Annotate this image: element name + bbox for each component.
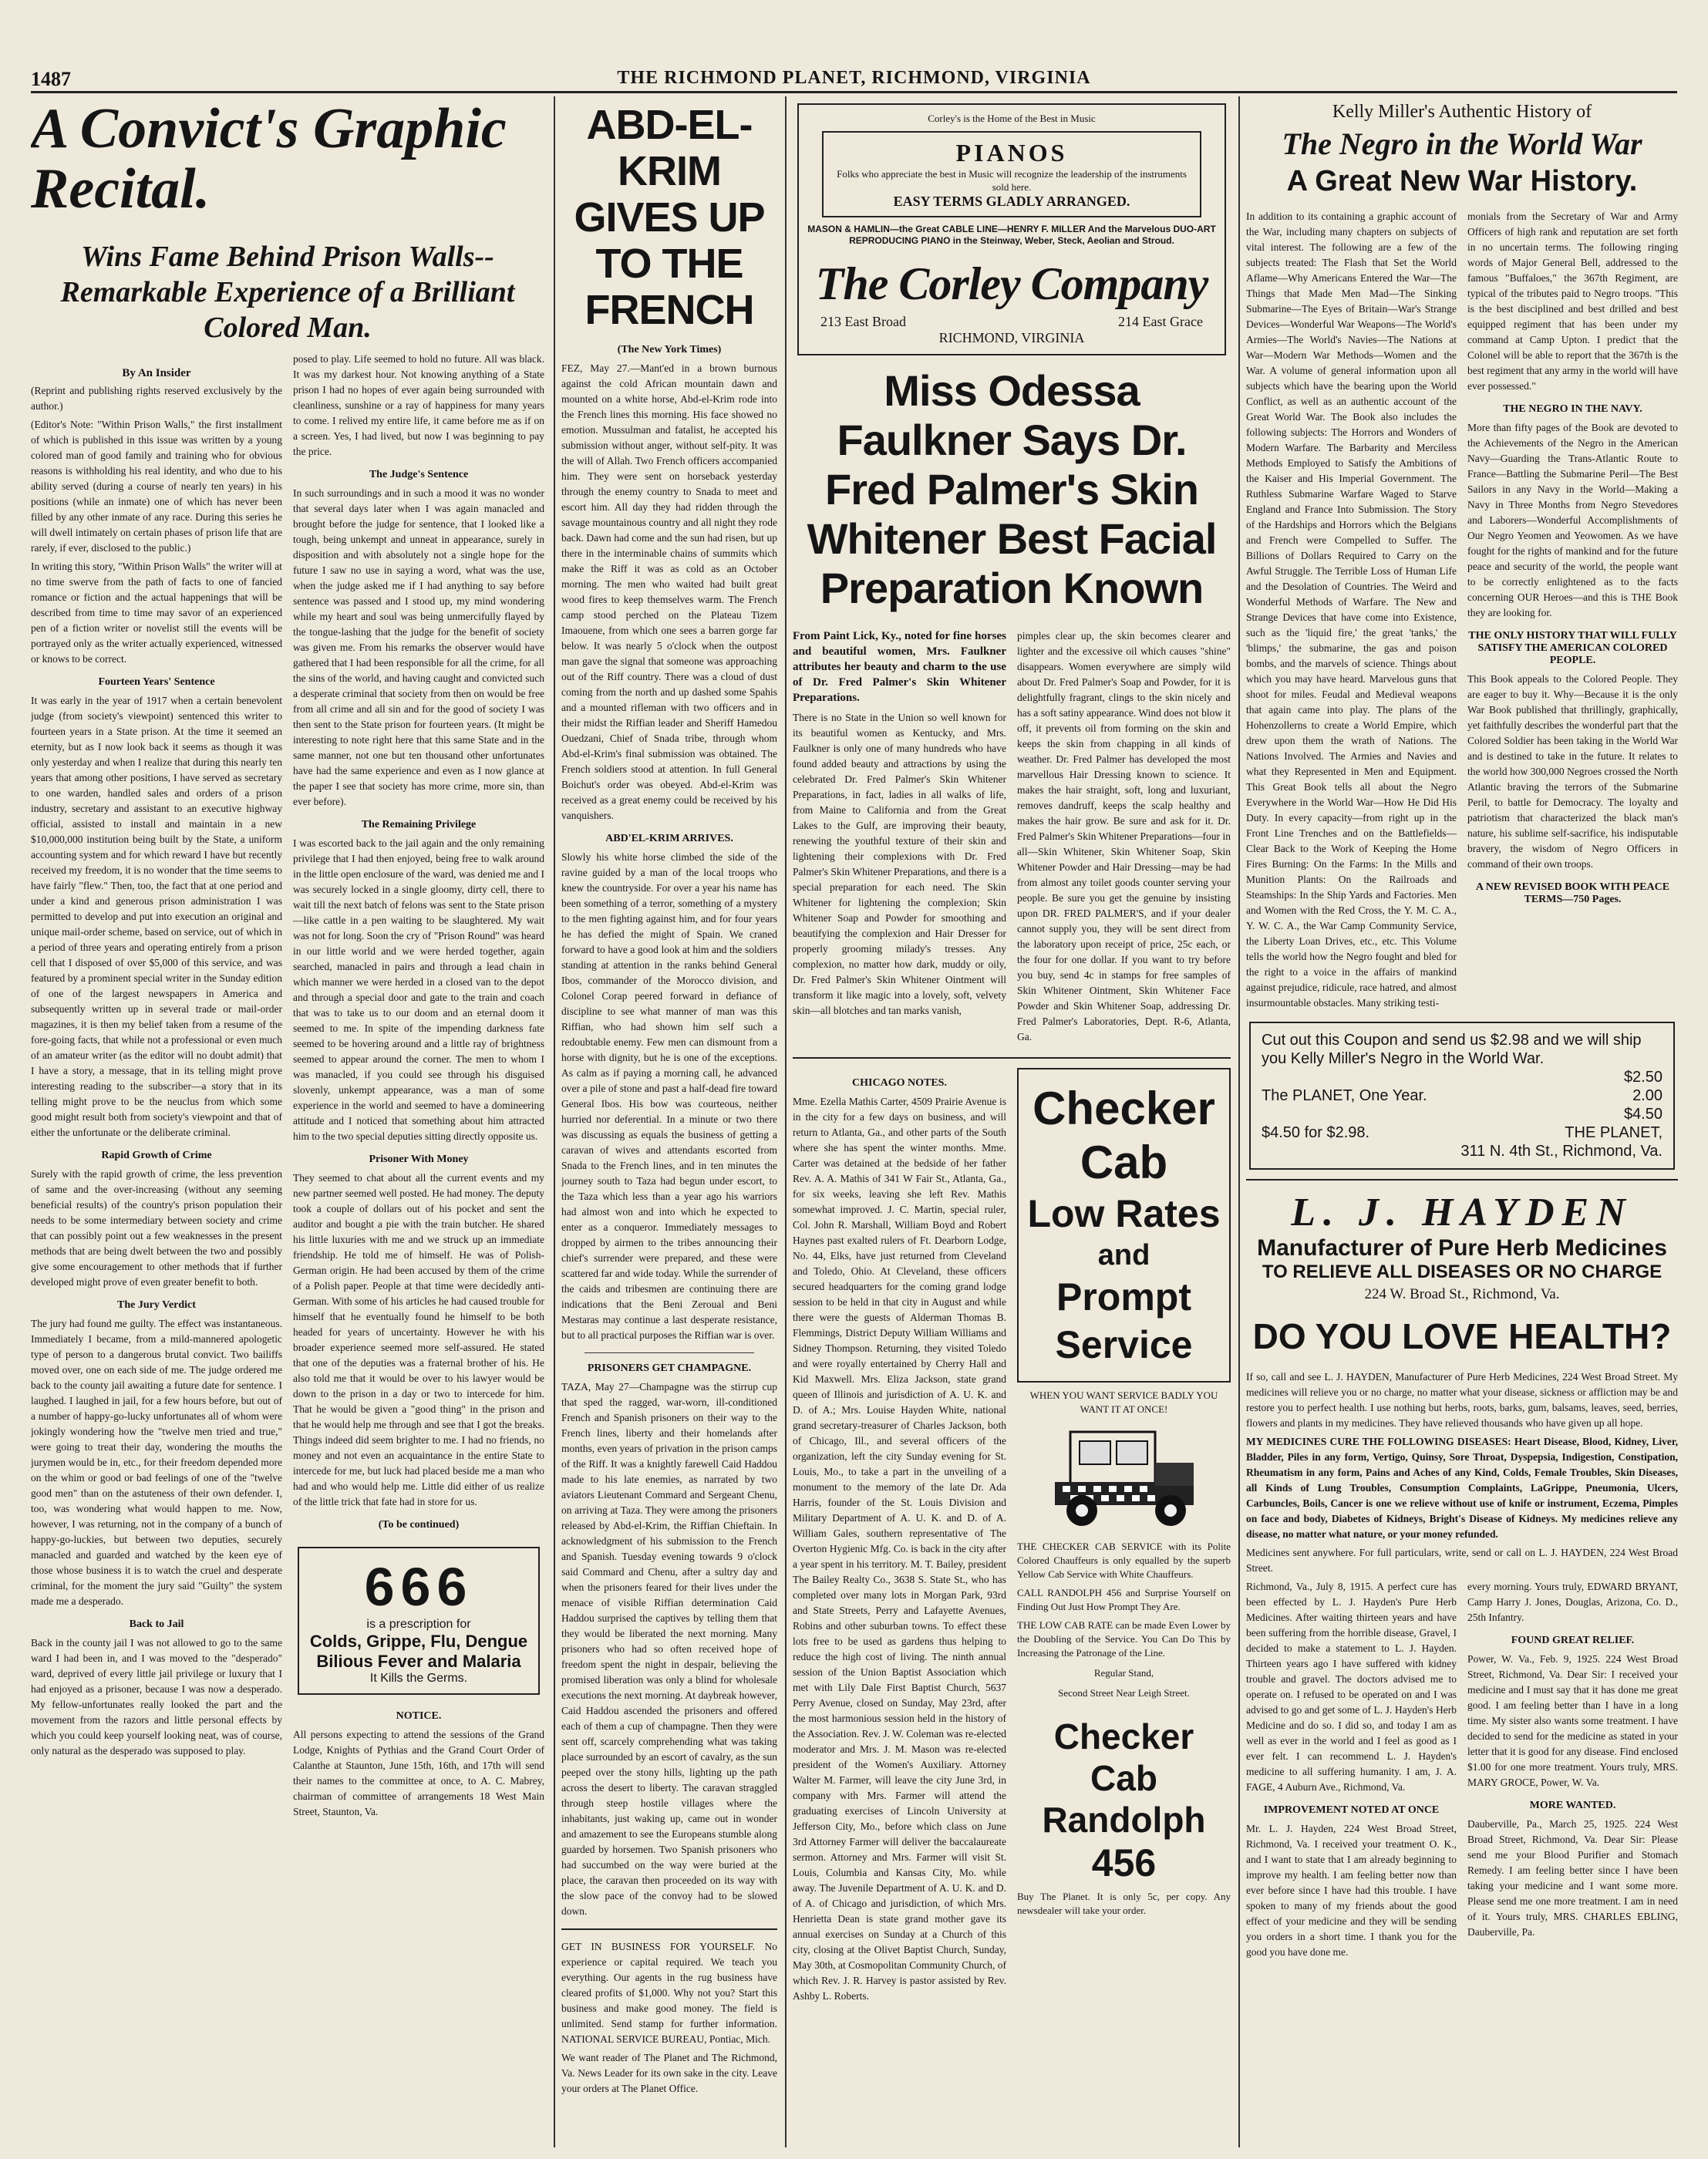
chicago-heading: CHICAGO NOTES. (852, 1077, 947, 1089)
editor-note: (Editor's Note: "Within Prison Walls," the first installment of which is published in this issue was written by a young colored man of good family and training who for obvious reasons is withholding his real identity, and who due to his ability served (during a course of nearly ten years) in his positions (while an inmate) one of which has never been filled by any other inmate of any race. During this series he will dwell intimately on certain phases of prison life that are rarely, if ever, disclosed to the public.) (31, 419, 282, 554)
checker-text: THE LOW CAB RATE can be made Even Lower by the Doubling of the Service. You Can Do This by Increasing the Patronage of the Line. (1017, 1619, 1231, 1659)
faulkner-text: There is no State in the Union so well known for its beautiful women as Kentucky, and Mrs. Faulkner is only one of many hundreds who have found added beauty and attractions by using the celebrated Dr. Fred Palmer's Skin Whitener Preparations, in fact, ladies in all walks of life, from Maine to California and from the Great Lakes to the Gulf, are improving their beauty, renewing the youthful texture of their skin and lightening their complexions with Dr. Fred Palmer's Skin Whitener Preparations, and there is a special preparation for each need. The Skin Whitener for lightening the complexion; Skin Whitener Soap and Powder for smoothing and beautifying the complexion and Hair Dresser for properly grooming milady's tresses. Any complexion, no matter how dark, muddy or oily, Dr. Fred Palmer's Skin Whitener Ointment will transform it like magic into a lovely, soft, velvety skin—all blotches and tan marks vanish, (793, 712, 1006, 1016)
faulkner-text: pimples clear up, the skin becomes clearer and lighter and the excessive oil which causes "shine" disappears. Women everywhere are simply wild about Dr. Fred Palmer's Soap and Powder, for it is delightfully fragrant, clings to the skin nicely and has a soft satiny appearance. Wind does not blow it off, it prevents oil from forming on the skin and keeps the skin from chapping in all kinds of weather. Dr. Fred Palmer has developed the most marvellous Hair Dressing known to science. It makes the hair straight, soft, long and luxuriant, removes dandruff, keeps the scalp healthy and makes the hair grow. Be sure and ask for it. Dr. Fred Palmer's Skin Whitener Preparations—four in all—Skin Whitener, Skin Whitener Soap, Skin Whitener Powder and Hair Dressing—may be had from almost any toilet goods counter serving your people. Be sure you get the genuine by insisting upon DR. FRED PALMER'S, and if your dealer cannot supply you, they will be sent direct from the laboratory upon receipt of price, 25c each, or the four for one dollar. If you want to try before you buy, send 4c in stamps for free samples of Skin Whitener Ointment, Skin Whitener Face Powder and Skin Whitener Soap, addressing Dr. Fred Palmer's Laboratories, Dept. R-6, Atlanta, Ga. (1017, 630, 1231, 1042)
checker-line: and (1097, 1239, 1150, 1271)
abdel-text: Slowly his white horse climbed the side of the ravine guided by a man of the local troops who knew the countryside. For over a year his name has been something of a terror, something of a mystery to the men fighting against him, and for four years he has defied the might of Spain. We craned forward to have a good look at him and the soldiers standing at attention in the ranks behind General Ibos, commander of the Morocco division, and Colonel Corap peered forward in defiance of discipline to see what manner of man was this Riffian, who had shown him self such a redoubtable enemy. Few men can dismount from a horse with dignity, but he is one of the exceptions. As calm as if paying a morning call, he advanced over a pile of stone and past a half-dead fire toward General Ibos. His bow was courteous, neither hurried nor deferential. In a minute or two there was discussing as equals the business of getting a caravan of wives and attendants escorted from Snada to the French lines, and in ten minutes the journey south to Taza had begun under escort, to the Taza which less than a year ago his warriors had almost won and into which he expected to enter as a conqueror. Immediately messages to dropped by airmen to the tribes announcing their chief's surrender were prepared, and these were scattered far and wide today. While the surrender of the caids and tribesmen are continuing there are indications that the Beni Zeroual and Beni Mestaras may continue a last desperate resistance, but to all practical purposes the Riffian war is over. (561, 851, 777, 1341)
hayden-subhead: IMPROVEMENT NOTED AT ONCE (1263, 1804, 1440, 1816)
abdel-text: FEZ, May 27.—Mant'ed in a brown burnous against the cold African mountain dawn and mounted on a white horse, Abd-el-Krim rode into the French lines this morning. His face showed no emotion. Mussulman and fatalist, he accepted his submission without anger, without self-pity. It was the will of Allah. Two French officers accompanied him. They were sent on horseback yesterday through the enemy country to Snada to meet and escort him. All day they had ridden through the savage mountainous country and all night they rode back. Dawn had come and the sun had risen, but up there in the interminable chains of summits which make the Riff it was as cold as an October morning. The men who waited had built great wood fires to keep themselves warm. The French camp stood perched on the Plateau Tizem Imaouene, from which one sees a barren gorge far below. It was nearly 5 o'clock when the outpost man gave the signal that someone was approaching out of the Riff country. There was a cloud of dust coming from the north and up dashed some Spahis and a mounted rifleman with two officers and in their midst the Riffian leader and Sheriff Hamedou Ouedzani, Chief of Snada tribe, through whom Abd-el-Krim's final submission was obtained. The French soldiers stood at attention. In full General Boichut's order was obeyed. Abd-el-Krim was received as a great enemy could be received by his vanquishers. (561, 362, 777, 821)
chicago-text: Mme. Ezella Mathis Carter, 4509 Prairie Avenue is in the city for a few days on business, and will return to Atlanta, Ga., and other parts of the South where she has spent the winter months. Mme. Carter was detained at the bedside of her father Rev. A. A. Mathis of 341 W Fair St., Atlanta, Ga., for six weeks, leaving she left Rev. Mathis somewhat improved. J. C. Martin, special ruler, Col. John R. Marshall, William Boyd and Robert Haynes past exalted rulers of Ft. Dearborn Lodge, No. 44, Elks, have just returned from Cleveland and Toledo, Ohio. At Cleveland, these officers secured headquarters for the coming grand lodge session to be held in that city in August and while there were the guests of Alderman Thomas B. Flemmings, District Deputy William Williams and Sidney Thompson. Returning, they visited Toledo and were royally entertained by Cherry Hall and Kid Maxwell. Mrs. Eliza Jackson, state grand queen of Illinois and jurisdiction of A. U. K. and D. of A.; Mrs. Louise Hayden White, national grand secretary-treasurer of Charles Jackson, both of Chicago, Ill., and several officers of the organization, left the city Sunday evening for St. Louis, Mo., to take a part in the unveiling of a monument to the memory of the late Dr. Ada Harris, founder of the St. Louis Division and Military Department of A. U. K. and D. of A. William Gales, southern representative of The Overton Hygienic Mfg. Co. is back in the city after a year spent in his territory. M. T. Bailey, president The Bailey Realty Co., 3638 S. State St., who has completed over many lots in Morgan Park, 93rd and State Streets, Perry and Lafayette Avenues, Robins and other suburban towns. To effect these lots free to be used as gardens thus helping to reduce the high cost of living. The ninth annual session of the Union Baptist Association which met with Lily Dale First Baptist Church, 5637 Perry Avenue, closed on Sunday, May 23rd, after the most harmonious session held in the history of the Association. Rev. J. W. Coleman was re-elected moderator and Mrs. J. M. Mason was re-elected president of the Women's Auxiliary. Attorney Walter M. Farmer, will leave the city June 3rd, in company with Mrs. Farmer will attend the graduating exercises of Lincoln University at Jefferson City, Mo., before which class on June 3rd Attorney Farmer will deliver the baccalaureate sermon. Attorney and Mrs. Farmer will visit St. Louis, Columbia and Kansas City, Mo. while away. The Juvenile Department of A. U. K. and D. of A. of Chicago and jurisdiction, of which Mrs. Henrietta Dean is state grand mother gave its annual exercises on Sunday at a Church of this city, closing at the Olivet Baptist Church, Sunday, May 30th, at Cosmopolitan Community Church, of which Rev. J. R. Harvey is pastor assisted by Rev. Ashby L. Roberts. (793, 1096, 1006, 2002)
coupon-price: $4.50 (1623, 1106, 1663, 1123)
section-heading: The Remaining Privilege (361, 819, 477, 830)
notice-heading: NOTICE. (396, 1710, 442, 1722)
hayden-testimonial: Dauberville, Pa., March 25, 1925. 224 West Broad Street, Richmond, Va. Dear Sir: Please send me your Blood Purifier and Stomach Remedy. I am feeling better since I have been taking your medicine and I want some more. Please send me one more treatment. I am in need of it. Yours truly, MRS. CHARLES EBLING, Dauberville, Pa. (1467, 1818, 1678, 1938)
section-text: The jury had found me guilty. The effect was instantaneous. Immediately I became, from a mild-mannered apologetic type of person to a dangerous brutal convict. Two bailiffs moved over, one on each side of me. The judge ordered me back to the county jail awaiting a future date for sentence. I laughed. I laughed in jail, for a few hours before, but out of a number of happy-go-lucky unfortunates all of whom were jokingly wondering how the "twelve men tried and true," were going to treat their day, wondering the mouths the jurymen would be in, etc., for their freedom depended more on the whim or good or bad feelings of one of the "twelve good men" than on the astuteness of their own defender. I, too, was wondering what would happen to me. Now, however, I was returning, not in the company of a bunch of happy-go-luckies, but between two deputies, securely manacled and guarded and watched by the keen eye of those whose business it is to watch the cruel and desperate criminal, for the moment the jury said "Guilty" the system made me a desperado. (31, 1318, 282, 1607)
business-ad: GET IN BUSINESS FOR YOURSELF. No experience or capital required. We teach you everything. Our agents in the rug business have cleared profits of $1,000. Why not you? Start this business and make good money. The field is unlimited. Send stamp for further information. NATIONAL SERVICE BUREAU, Pontiac, Mich. (561, 1941, 777, 2045)
checker-line: Cab (1090, 1758, 1157, 1798)
checker-line: Prompt (1056, 1275, 1191, 1319)
hayden-testimonial: Richmond, Va., July 8, 1915. A perfect cure has been effected by L. J. Hayden's Pure Herb Medicines. After waiting thirteen years and have been suffering from the horrible disease, Gravel, I decided to make a statement to L. J. Hayden. Thirteen years ago I have suffered with kidney trouble and gravel. The doctors advised me to operate on. I refused to be operated on and I was advised to go and get some of L. J. Hayden's Herb Medicine and do so. I did so, and today I am as well as ever in the world and I feel as good as I ever felt. I can recommend L. J. Hayden's medicine to all suffering humanity. I am, J. A. FAGE, 4 Auburn Ave., Richmond, Va. (1246, 1581, 1457, 1793)
checker-line: Service (1055, 1323, 1193, 1366)
buy-planet: Buy The Planet. It is only 5c, per copy. Any newsdealer will take your order. (1017, 1891, 1231, 1916)
corley-logo: The Corley Company (815, 258, 1208, 309)
kelly-subhead: THE NEGRO IN THE NAVY. (1503, 403, 1642, 415)
hayden-health: DO YOU LOVE HEALTH? (1252, 1316, 1672, 1356)
coupon-text: $4.50 for $2.98. (1262, 1124, 1370, 1141)
byline: By An Insider (122, 367, 191, 379)
section-text: It was early in the year of 1917 when a certain benevolent judge (from society's viewpoint) sentenced this writer to fourteen years in a State prison. At the time it seemed an eternity, but as I now look back it seems as though it was only yesterday and when I realize that during this nearly ten years that among other positions, I have served as secretary to one warden, handled sales and orders of a prison industry, secretary and assistant to an executive highway official, assisted to install and maintain in a new $10,000,000 institution being built by the State, a uniform accounting system and for which reward I have but recently received my freedom, it is no wonder that the time seems to have fairly "flew." Then, too, the fact that at one period and under a kind and generous prison administration I was permitted to develop and put into execution an original and unique mail-order scheme, based on service, out of which in a period of three years and operating entirely from a prison cell that I disposed of over $5,000 of this service, and was featured by a prominent special writer in the Sunday edition of one of the largest newspapers in America and subsequently written up in several trade or mail-order magazines, it is then my belief taken from a resume of the fore-going facts, that while not a professional or even much of an amateur writer (as the editor will no doubt admit) that I have a story, a message, that in its telling might prove interesting reading to the subscriber—a story that in its telling might prove to be the neuclus from which some good might result both from society's viewpoint and that of either the unfortunate or the deliberate criminal. (31, 695, 282, 1138)
coupon-text: Cut out this Coupon and send us $2.98 and we will ship you Kelly Miller's Negro in the World War. (1262, 1032, 1642, 1067)
kelly-subhead: THE ONLY HISTORY THAT WILL FULLY SATISFY THE AMERICAN COLORED PEOPLE. (1468, 630, 1677, 666)
kelly-title: Kelly Miller's Authentic History of (1332, 102, 1592, 122)
section-heading: Fourteen Years' Sentence (98, 676, 215, 688)
coupon-row (1262, 1086, 1663, 1105)
ad-666 (298, 1547, 540, 1695)
section-text: In such surroundings and in such a mood it was no wonder that several days later when I was again manacled and brought before the judge for sentence, that I looked like a tough, being unkempt and unneat in appearance, surely in disposition and with absolutely not a single hope for the future I saw no use in saying a word, what was the use, when the judge asked me if I had anything to say before sentence was passed and I stood up, my mind wondering while my heart and soul was being unmercifully flayed by the tongue-lashing that the judge for the benefit of society was given me. From his remarks the observer would have gathered that I had been responsible for all the crime, for all the sins of the world, and having caught and convicted such a desperate criminal that society from then on would be free from all crime and all sin and for the good of society I was then sent to the State prison for fourteen years. (It might be interesting to note right here that this same State and in the same manner, not one but ten thousand other unfortunates have had the same experience and even as I now glance at the paper I see that society has more crime, more sin, than ever before). (293, 487, 544, 807)
column-divider (785, 96, 787, 2147)
checker-phone: 456 (1091, 1841, 1157, 1884)
coupon-price: $2.50 (1623, 1069, 1663, 1086)
hayden-text: If so, call and see L. J. HAYDEN, Manufacturer of Pure Herb Medicines, 224 West Broad Street. My medicines will relieve you or no charge, no matter what your disease, sickness or affliction may be and restore you to perfect health. I use nothing but herbs, roots, barks, gum, balsams, leaves, seed, berries, flowers and plants in my medicines. They have relieved thousands who have given up all hope. (1246, 1371, 1678, 1429)
convict-subhead: Wins Fame Behind Prison Walls--Remarkable Experience of a Brilliant Colored Man. (60, 241, 515, 344)
coupon-text: THE PLANET, (1565, 1124, 1663, 1141)
hayden-text: Medicines sent anywhere. For full particulars, write, send or call on L. J. HAYDEN, 224 West Broad Street. (1246, 1547, 1678, 1574)
checker-line: Checker (1033, 1083, 1215, 1134)
intro-paragraph: In writing this story, "Within Prison Walls" the writer will at no time swerve from the path of facts to one of fancied romance or fiction and the actual happenings that will be described from time to time may savor of an experienced pen of a fiction writer or novelist still the events will be portrayed only as the writer actually experienced, witnessed or knows to be correct. (31, 561, 282, 665)
abdel-text: TAZA, May 27—Champagne was the stirrup cup that sped the ragged, war-worn, ill-conditioned French and Spanish prisoners on their way to the French lines, liberty and their homelands after months, even years of privation in the prison camps of the Riff. It was a knightly farewell Caid Haddou made to his late enemies, as narrated by two aviators Lieutenant Commard and Sergeant Chenu, on arriving at Taza. They were among the prisoners released by Abd-el-Krim, the Riffian Chieftain. In acknowledgment of his submission to the French and Spanish. Tuesday evening towards 9 o'clock said Commard and Chenu, after a sultry day and when the prisoners feared for their lives under the menace of visible Riffian determination Caid Haddou surprised the captives by telling them that they would be liberated the next morning. Many prisoners who had so often received hope of freedom spent the night in despair, believing the promised liberation was only a blind for wholesale executions the next morning. At daybreak however, Caid Haddou ascended the prisoners and offered each of them a cup of champagne. Then they were sent off, scarcely comprehending what was taking place surrounded by an escort of cavalry, as the sun peeped over the stony hills, lighting up the path across the desert to liberty. The caravan straggled through steep hostile villages where the inhabitants, just waking up, came out in wonder and amazement to see the Europeans stumble along guarded by horsemen. Two Spanish prisoners who had succumbed on the way were buried at the place, the caravan then proceeded on its way with the slow pace of the convoy had to be slowed down. (561, 1381, 777, 1917)
kelly-title-main: The Negro in the World War (1282, 126, 1642, 161)
checker-line: Low Rates (1027, 1192, 1221, 1235)
faulkner-headline: Miss Odessa Faulkner Says Dr. Fred Palmer's Skin Whitener Best Facial Preparation Known (807, 366, 1217, 612)
notice-text: All persons expecting to attend the sessions of the Grand Lodge, Knights of Pythias and the Grand Court Order of Calanthe at Staunton, June 15th, 16th, and 17th will send their names to the committee at once, to A. C. Mabrey, chairman of committee of arrangements 18 West Main Street, Staunton, Va. (293, 1729, 544, 1817)
checker-cab-bottom (1017, 1716, 1231, 1885)
hayden-ad (1246, 1190, 1678, 1963)
corley-tagline: Corley's is the Home of the Best in Music (928, 113, 1096, 124)
pianos-text: Folks who appreciate the best in Music will recognize the leadership of the instruments sold here. (837, 168, 1187, 193)
address: 213 East Broad (820, 314, 906, 329)
divider (1246, 1179, 1678, 1181)
coupon-row (1262, 1123, 1663, 1142)
ad-666-line: It Kills the Germs. (369, 1672, 468, 1685)
divider (793, 1057, 1231, 1059)
kelly-text: More than fifty pages of the Book are devoted to the Achievements of the Negro in the American Navy—Guarding the Trans-Atlantic Route to France—Battling the Submarine Peril—The Best Sailors in any Navy in the World—Making a Navy in Three Months from Negro Stevedores and Laborers—Wonderful Accomplishments of Our Negro Yeomen and Yeowomen. As we have fought for the rights of mankind and for the future peace and security of the world, the people want to be correctly enlightened as to the facts concerning OUR Heroes—and this is THE Book they are looking for. (1467, 422, 1678, 618)
newspaper-title: THE RICHMOND PLANET, RICHMOND, VIRGINIA (617, 68, 1091, 88)
section-heading: Back to Jail (129, 1618, 184, 1630)
section-text: I was escorted back to the jail again and the only remaining privilege that I had then enjoyed, being free to walk around in the little open enclosure of the ward, was denied me and I was securely locked in a single gloomy, dirty cell, there to wait till the next batch of felons was sent to the State prison—like cattle in a pen waiting to be slaughtered. My wait was not for long. Soon the cry of "Prison Round" was heard in our little world and we were herded together, again searched, manacled in pairs and through a lead chain in which manner we were herded in a closed van to the depot and through a special door and gate to the train and coach that was to take us to our doom and an eternal doom it seemed to me. In spite of the impending darkness fate seemed to be hovering around and a little ray of brightness seemed to appear around the corner. The men to whom I was manacled, if you could see through his disguised slovenly, unkempt appearance, was a man of some experience in the world and seemed to have a domineering attitude and I noticed that something about him attracted him to the two special deputies sitting directly opposite us. (293, 837, 544, 1142)
corley-addresses (807, 314, 1217, 330)
corley-ad (797, 103, 1226, 355)
checker-cab-ad (1017, 1068, 1231, 1383)
section-text: Surely with the rapid growth of crime, the less prevention of same and the over-increasing (without any seeming beneficial results) of the country's prison population their needs to be some intermediary between society and crime that can possibly point out a few weaknesses in the present methods that are being dwelt between the two and possibly give some encouragement to other methods that if further developed might prove of even greater benefit to both. (31, 1168, 282, 1288)
column-divider (1238, 96, 1240, 2147)
section-heading: Rapid Growth of Crime (101, 1150, 212, 1161)
pianos-title: PIANOS (955, 139, 1068, 167)
hayden-diseases: MY MEDICINES CURE THE FOLLOWING DISEASES: Heart Disease, Blood, Kidney, Liver, Bladder, Piles in any form, Vertigo, Quinsy, Sore Throat, Dyspepsia, Indigestion, Constipation, Rheumatism in any form, Pains and Aches of any Kind, Colds, Female Troubles, Skin Diseases, all Kinds of Lung Troubles, Consumption Complaints, LaGrippe, Pneumonia, Ulcers, Carbuncles, Boils, Cancer is one we relieve without use of knife or instrument, Eczema, Pimples on face and body, Diabetes of Kidneys, Bright's Disease of Kidneys. My medicines relieve any disease, no matter what nature, or your money refunded. (1246, 1436, 1678, 1540)
planet-notice: We want reader of The Planet and The Richmond, Va. News Leader for its own sake in the city. Leave your orders at The Planet Office. (561, 2052, 777, 2094)
hayden-line: TO RELIEVE ALL DISEASES OR NO CHARGE (1262, 1261, 1663, 1282)
abdel-article (561, 99, 777, 2142)
checker-text: THE CHECKER CAB SERVICE with its Polite Colored Chauffeurs is only equalled by the superb Yellow Cab Service with White Chauffeurs. (1017, 1541, 1231, 1580)
section-text: Back in the county jail I was not allowed to go to the same ward I had been in, and I was moved to the "desperado" ward, deprived of every little jail privilege or luxury that I had enjoyed as a prisoner, because I was now a desperado. My fellow-unfortunates really looked the part and the movement from the razors and little personal effects by which you could keep yourself looking neat, was of course, only natural as the desperado was supposed to play. (31, 1637, 282, 1757)
masthead (31, 68, 1677, 93)
continued-text: posed to play. Life seemed to hold no future. All was black. It was my darkest hour. Not knowing anything of a State prison I had no hopes of ever again being surrounded with cleanliness, sunshine or a ray of happiness for many years to come. I relived my entire life, it came before me as if on a screen. Yes, I had lived, but now I was beginning to pay the price. (293, 353, 544, 457)
pianos-box (822, 131, 1201, 217)
ad-666-number: 666 (364, 1557, 473, 1617)
convict-headline: A Convict's Graphic Recital. (31, 99, 507, 221)
checker-street: Second Street Near Leigh Street. (1058, 1687, 1190, 1699)
hayden-subhead: FOUND GREAT RELIEF. (1511, 1635, 1635, 1646)
abdel-subhead: ABD'EL-KRIM ARRIVES. (605, 833, 733, 844)
section-heading: Prisoner With Money (369, 1154, 469, 1165)
hayden-subhead: MORE WANTED. (1529, 1800, 1616, 1811)
kelly-text: In addition to its containing a graphic account of the War, including many chapters on subjects of vital interest. The following are a few of the subjects treated: The Flash that Set the World Aflame—Why Americans Entered the War—The Things that Made Men Mad—The Sinking Submarine—The Eyes of Britain—War's Strange Devices—Wonderful War Weapons—The World's Armies—The World's Navies—The Nations at War—Modern War Methods—Women and the War. A volume of general information upon all subjects which have the bearing upon the World Conflict, as well as an authentic account of the Great World War. The Book also includes the following subjects: The Horrors and Wonders of Modern Warfare. The Barbarity and Merciless Methods Employed to Satisfy the Ambitions of the Kaiser and His Imperial Government. The Ruthless Submarine Warfare Waged to Starve England and France Into Submission. The Story of the Hardships and Horrors which the Belgians and French were Compelled to Suffer. The Billions of Dollars Required to Carry on the Awful Struggle. The Terrible Loss of Human Life and the Desolation of Countries. The Weird and Wonderful Methods of Warfare. The New and Strange Devices that have come into Existence, such as the 'liquid fire,' the great 'tanks,' the 'blimps,' the submarine, the gas and poison bombs, and the marvels of science. Things about which you may have heard. Marvelous guns that shoot for miles. Feudal and Medieval weapons that again came into play. The plans of the Hohenzollerns to create a World Empire, which drew upon them the wrath of Nations. The Nations Involved. The Armies and Navies and what they Represented in Men and Equipment. This Great Book tells all about the Negro Everywhere in the World War—How He Did His Duty. In every capacity—from right up in the Front Line Trenches and on the Battlefields—Clear Back to the Work of Keeping the Home Fires Burning: On the Farms: In the Mills and Munition Plants: On the Railroads and Steamships: In the Ship Yards and Factories. Men and Women with the Red Cross, the Y. M. C. A., Y. W. C. A., the War Camp Community Service, the Liberty Loan Drives, etc., etc. This Volume tells the world how the Negro fought and bled for the right to a voice in the affairs of mankind against prejudice, ridicule, race hatred, and almost insurmountable obstacles. Many striking testi- (1246, 211, 1457, 1009)
coupon-text: The PLANET, One Year. (1262, 1087, 1427, 1104)
ad-666-line: Colds, Grippe, Flu, Dengue (309, 1632, 528, 1651)
right-block (1246, 99, 1678, 2142)
abdel-headline: ABD-EL-KRIM GIVES UP TO THE FRENCH (574, 102, 765, 333)
hayden-address: 224 W. Broad St., Richmond, Va. (1364, 1286, 1560, 1302)
reprint-note: (Reprint and publishing rights reserved exclusively by the author.) (31, 385, 282, 412)
convict-article (31, 99, 544, 2142)
section-heading: The Jury Verdict (117, 1299, 196, 1311)
to-be-continued: (To be continued) (378, 1519, 460, 1531)
kelly-subtitle: A Great New War History. (1286, 165, 1638, 197)
hayden-line: Manufacturer of Pure Herb Medicines (1257, 1235, 1667, 1261)
coupon-price: 2.00 (1632, 1087, 1663, 1104)
coupon-address: 311 N. 4th St., Richmond, Va. (1460, 1143, 1663, 1160)
column-divider (554, 96, 555, 2147)
abdel-subhead: PRISONERS GET CHAMPAGNE. (587, 1362, 752, 1374)
checker-line: Checker (1053, 1716, 1194, 1757)
divider (561, 1928, 777, 1930)
address: 214 East Grace (1118, 314, 1203, 329)
section-heading: The Judge's Sentence (369, 469, 469, 480)
corley-city: RICHMOND, VIRGINIA (938, 330, 1085, 345)
abdel-source: (The New York Times) (617, 344, 722, 355)
section-text: They seemed to chat about all the current events and my new partner seemed well posted. He had money. The deputy took a couple of dollars out of his pocket and sent the auditor and bought a pie with the train butcher. He shared his little luxuries with me and we struck up an immediate friendship. He told me of himself. He was of Polish-German origin. He had been accused by them of the crime of a Polish paper. People at that time were decidedly anti-German. With some of his articles he had caused trouble for himself that he eventually found he himself to be both headed for years of uncertainty. However he with his broader experience seemed more self-assured. He stated that one of the deputies was a fraternal brother of his. He also told me that it would be over to his lawyer would be down to the prison in a day or two to intercede for him. That he would be given a "good thing" in the prison and that he would help me through and see that I got the breaks. Things indeed did seem brighter to me. I had no friends, no money and not even an acquaintance in the entire State to intercede for me, but luck had placed beside me a man who had and who would help me. Little did either of us realize of the little trick that fate had in store for us. (293, 1172, 544, 1507)
hayden-testimonial: Power, W. Va., Feb. 9, 1925. 224 West Broad Street, Richmond, Va. Dear Sir: I received your medicine and I must say that it has done me great good. I am feeling better than I have in a long time. My sister also wants some treatment. I have decided to send for the medicine as stated in your letter that it is good for any disease. Find enclosed $1.00 for one more treatment. Yours truly, MRS. MARY GROCE, Power, W. Va. (1467, 1653, 1678, 1788)
pianos-terms: EASY TERMS GLADLY ARRANGED. (893, 194, 1130, 209)
center-block (793, 99, 1231, 2142)
checker-line: Randolph (1042, 1800, 1206, 1840)
kelly-text: This Book appeals to the Colored People. They are eager to buy it. Why—Because it is the only War Book published that thrillingly, graphically, yet faithfully describes the wonderful part that the Colored Soldier has been taking in the World War and is destined to take in the future. It relates to the world how 300,000 Negroes crossed the North Atlantic braving the terrors of the Submarine Peril, to battle for Democracy. The loyalty and patriotism that characterized the black man's nature, his sublime self-sacrifice, his indisputable bravery, the wisdom of Negro Officers in command of their own troops. (1467, 673, 1678, 870)
taxi-cab-icon (1039, 1424, 1209, 1532)
pianos-makers: MASON & HAMLIN—the Great CABLE LINE—HENRY F. MILLER And the Marvelous DUO-ART REPRODUCING PIANO in the Steinway, Weber, Steck, Aeolian and Stroud. (807, 224, 1216, 246)
hayden-testimonial: every morning. Yours truly, EDWARD BRYANT, Camp Harry J. Jones, Douglas, Arizona, Co. D., 25th Infantry. (1467, 1581, 1678, 1623)
kelly-text: monials from the Secretary of War and Army Officers of high rank and reputation are set forth in no uncertain terms. The following ringing words of Major General Bell, addressed to the famous "Buffaloes," the 367th Regiment, are typical of the tributes paid to Negro troops. "This is the best disciplined and best drilled and best equipped regiment that has been under my command at Camp Upton. I predict that the Colonel will be able to report that the 367th is the best regiment that any army in the world will have ever possessed." (1467, 211, 1678, 392)
kelly-new: A NEW REVISED BOOK WITH PEACE TERMS—750 Pages. (1475, 881, 1670, 905)
hayden-testimonial: Mr. L. J. Hayden, 224 West Broad Street, Richmond, Va. I received your treatment O. K., and I want to state that I am already beginning to improve my health. I am feeling better now than ever before since I have had this trouble. I have spoken to many of my friends about the good effect of your medicine and they will be sending you orders in a short time. I thank you for the good you have done me. (1246, 1823, 1457, 1958)
page-number: 1487 (31, 68, 71, 90)
hayden-name: L. J. HAYDEN (1291, 1191, 1633, 1234)
checker-text: CALL RANDOLPH 456 and Surprise Yourself on Finding Out Just How Prompt They Are. (1017, 1587, 1231, 1612)
kelly-coupon (1249, 1022, 1675, 1170)
faulkner-lead: From Paint Lick, Ky., noted for fine horses and beautiful women, Mrs. Faulkner attributes her beauty and charm to the use of Dr. Fred Palmer's Skin Whitener Preparations. (793, 630, 1006, 704)
checker-line: Cab (1080, 1137, 1168, 1188)
checker-tag: WHEN YOU WANT SERVICE BADLY YOU WANT IT AT ONCE! (1029, 1389, 1218, 1415)
ad-666-line: is a prescription for (366, 1618, 471, 1631)
checker-stand: Regular Stand, (1093, 1667, 1154, 1679)
divider (584, 1352, 754, 1353)
ad-666-line: Bilious Fever and Malaria (316, 1652, 521, 1671)
